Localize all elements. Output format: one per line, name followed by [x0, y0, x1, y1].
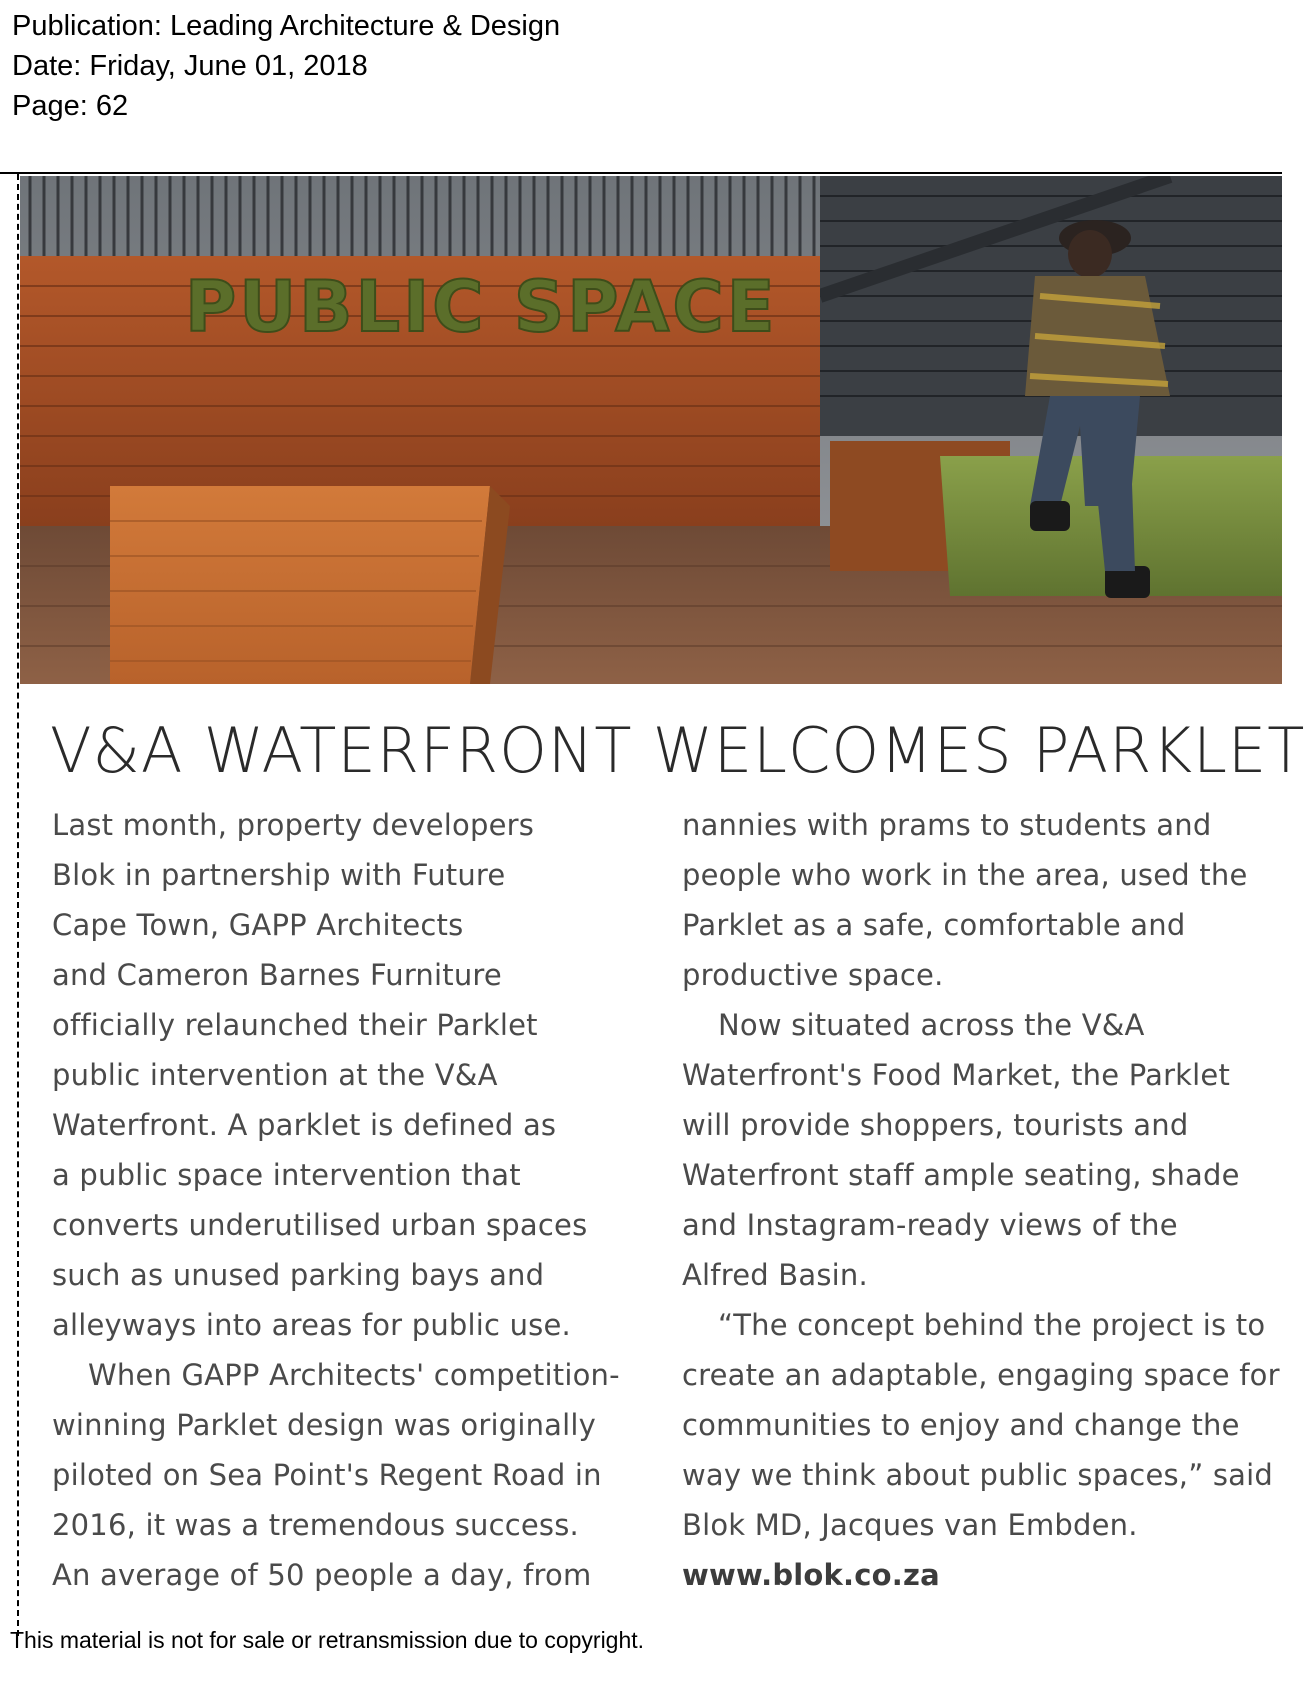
text-line: An average of 50 people a day, from: [52, 1558, 592, 1592]
text-line: When GAPP Architects' competition-: [88, 1358, 620, 1392]
text-line: 2016, it was a tremendous success.: [52, 1508, 579, 1542]
text-line: public intervention at the V&A: [52, 1058, 498, 1092]
text-line: way we think about public spaces,” said: [682, 1458, 1274, 1492]
text-line: officially relaunched their Parklet: [52, 1008, 538, 1042]
text-line: Blok in partnership with Future: [52, 858, 506, 892]
wooden-bench: [110, 486, 490, 684]
text-line: Cape Town, GAPP Architects: [52, 908, 464, 942]
text-line: Alfred Basin.: [682, 1258, 868, 1292]
text-line: and Cameron Barnes Furniture: [52, 958, 502, 992]
text-line: Waterfront staff ample seating, shade: [682, 1158, 1240, 1192]
text-line: and Instagram-ready views of the: [682, 1208, 1178, 1242]
copyright-notice: This material is not for sale or retransmission due to copyright.: [10, 1627, 645, 1653]
text-line: communities to enjoy and change the: [682, 1408, 1240, 1442]
text-line: will provide shoppers, tourists and: [682, 1108, 1189, 1142]
publication-line: Publication: Leading Architecture & Design: [12, 10, 561, 42]
text-line: such as unused parking bays and: [52, 1258, 545, 1292]
clipping-meta: [12, 6, 560, 126]
clipping-dashed-edge: [17, 174, 19, 1636]
article-column-left: [52, 800, 652, 1600]
text-line: Last month, property developers: [52, 808, 535, 842]
text-line: Blok MD, Jacques van Embden.: [682, 1508, 1138, 1542]
text-line: converts underutilised urban spaces: [52, 1208, 588, 1242]
text-line: productive space.: [682, 958, 944, 992]
text-line: Waterfront's Food Market, the Parklet: [682, 1058, 1231, 1092]
page-line: Page: 62: [12, 90, 129, 122]
text-line: nannies with prams to students and: [682, 808, 1212, 842]
text-line: alleyways into areas for public use.: [52, 1308, 571, 1342]
text-line: Now situated across the V&A: [718, 1008, 1145, 1042]
text-line: winning Parklet design was originally: [52, 1408, 597, 1442]
article-headline: V&A WATERFRONT WELCOMES PARKLET: [50, 714, 1306, 787]
text-line: people who work in the area, used the: [682, 858, 1248, 892]
date-line: Date: Friday, June 01, 2018: [12, 50, 368, 82]
text-line: piloted on Sea Point's Regent Road in: [52, 1458, 602, 1492]
top-rule: [0, 172, 1282, 174]
text-line: create an adaptable, engaging space for: [682, 1358, 1280, 1392]
text-line: “The concept behind the project is to: [718, 1308, 1266, 1342]
moss-sign-text: PUBLIC SPACE: [185, 266, 778, 348]
text-line: Waterfront. A parklet is defined as: [52, 1108, 557, 1142]
text-line: Parklet as a safe, comfortable and: [682, 908, 1186, 942]
website-link[interactable]: www.blok.co.za: [682, 1558, 940, 1592]
article-photo: [20, 176, 1282, 684]
text-line: a public space intervention that: [52, 1158, 521, 1192]
article-column-right: [682, 800, 1282, 1600]
